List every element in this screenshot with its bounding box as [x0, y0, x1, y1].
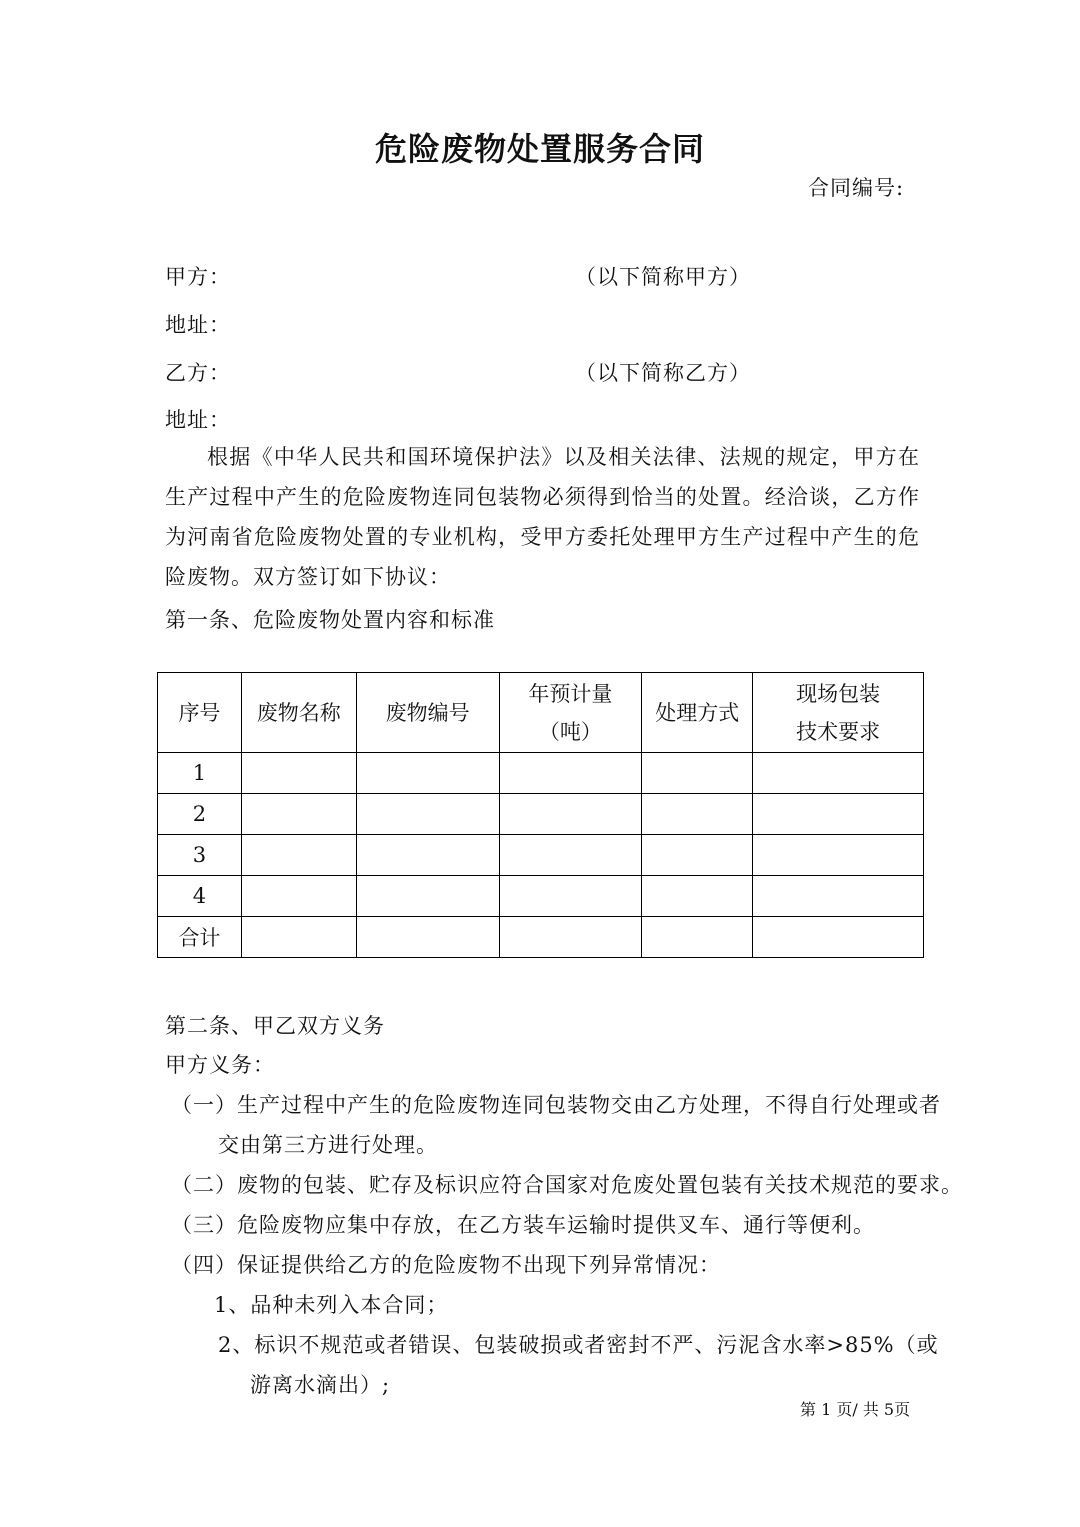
- table-cell: [642, 917, 753, 958]
- party-b-label: 乙方：: [165, 361, 231, 385]
- table-cell: [356, 794, 499, 835]
- contract-number-label: 合同编号:: [808, 176, 905, 200]
- waste-table: [157, 672, 924, 958]
- table-cell: [753, 876, 924, 917]
- table-cell: [241, 835, 356, 876]
- table-cell: [499, 917, 642, 958]
- party-b-address-label: 地址：: [165, 408, 231, 432]
- table-cell: [642, 794, 753, 835]
- table-cell: [642, 876, 753, 917]
- header-seq: 序号: [158, 673, 242, 753]
- table-row: [158, 835, 924, 876]
- header-annual-quantity-line1: 年预计量: [528, 681, 613, 706]
- table-cell: [753, 917, 924, 958]
- intro-paragraph: 根据《中华人民共和国环境保护法》以及相关法律、法规的规定，甲方在生产过程中产生的危险废物连同包装物必须得到恰当的处置。经洽谈，乙方作为河南省危险废物处置的专业机构，受甲方委托处理甲方生产过程中产生的危险废物。双方签订如下协议：: [165, 445, 920, 589]
- duty-1-line2: 交由第三方进行处理。: [218, 1133, 438, 1157]
- duty-4-sub-1: 1、品种未列入本合同；: [214, 1293, 449, 1317]
- header-packaging-line2: 技术要求: [796, 719, 881, 744]
- header-waste-name: 废物名称: [241, 673, 356, 753]
- table-total-row: [158, 917, 924, 958]
- party-a-label: 甲方：: [165, 265, 231, 289]
- header-annual-quantity: [499, 673, 642, 753]
- duty-1-line1: （一）生产过程中产生的危险废物连同包装物交由乙方处理，不得自行处理或者: [171, 1093, 941, 1117]
- header-packaging-requirements: [753, 673, 924, 753]
- row-seq: 1: [158, 753, 242, 794]
- table-cell: [356, 917, 499, 958]
- party-a-address-label: 地址：: [165, 313, 231, 337]
- table-cell: [241, 917, 356, 958]
- duty-2: （二）废物的包装、贮存及标识应符合国家对危废处置包装有关技术规范的要求。: [171, 1173, 963, 1197]
- duty-4-sub-2-line2: 游离水滴出）;: [250, 1373, 391, 1397]
- document-title: 危险废物处置服务合同: [374, 130, 705, 168]
- page-footer: 第 1 页/ 共 5页: [800, 1400, 911, 1419]
- row-seq: 2: [158, 794, 242, 835]
- header-annual-quantity-line2: （吨）: [538, 719, 602, 744]
- table-row: [158, 794, 924, 835]
- duty-4: （四）保证提供给乙方的危险废物不出现下列异常情况：: [171, 1253, 721, 1277]
- table-row: [158, 876, 924, 917]
- row-seq: 4: [158, 876, 242, 917]
- table-cell: [241, 794, 356, 835]
- party-b-short-name: （以下简称乙方）: [575, 361, 751, 385]
- table-cell: [642, 753, 753, 794]
- table-cell: [499, 794, 642, 835]
- party-a-duties-heading: 甲方义务：: [165, 1053, 275, 1077]
- table-row: [158, 753, 924, 794]
- table-cell: [241, 876, 356, 917]
- table-cell: [753, 835, 924, 876]
- duty-3: （三）危险废物应集中存放，在乙方装车运输时提供叉车、通行等便利。: [171, 1213, 875, 1237]
- table-cell: [241, 753, 356, 794]
- table-cell: [356, 876, 499, 917]
- row-seq: 3: [158, 835, 242, 876]
- table-header-row: [158, 673, 924, 753]
- article-1-heading: 第一条、危险废物处置内容和标准: [165, 608, 495, 632]
- row-total-label: 合计: [158, 917, 242, 958]
- duty-4-sub-2-line1: 2、标识不规范或者错误、包装破损或者密封不严、污泥含水率>85%（或: [218, 1333, 939, 1357]
- header-waste-code: 废物编号: [356, 673, 499, 753]
- table-cell: [499, 835, 642, 876]
- table-cell: [499, 753, 642, 794]
- article-2-heading: 第二条、甲乙双方义务: [165, 1014, 385, 1038]
- table-cell: [499, 876, 642, 917]
- table-cell: [356, 753, 499, 794]
- table-cell: [642, 835, 753, 876]
- table-cell: [356, 835, 499, 876]
- table-cell: [753, 753, 924, 794]
- party-a-short-name: （以下简称甲方）: [575, 265, 751, 289]
- header-packaging-line1: 现场包装: [796, 681, 881, 706]
- table-cell: [753, 794, 924, 835]
- header-treatment-method: 处理方式: [642, 673, 753, 753]
